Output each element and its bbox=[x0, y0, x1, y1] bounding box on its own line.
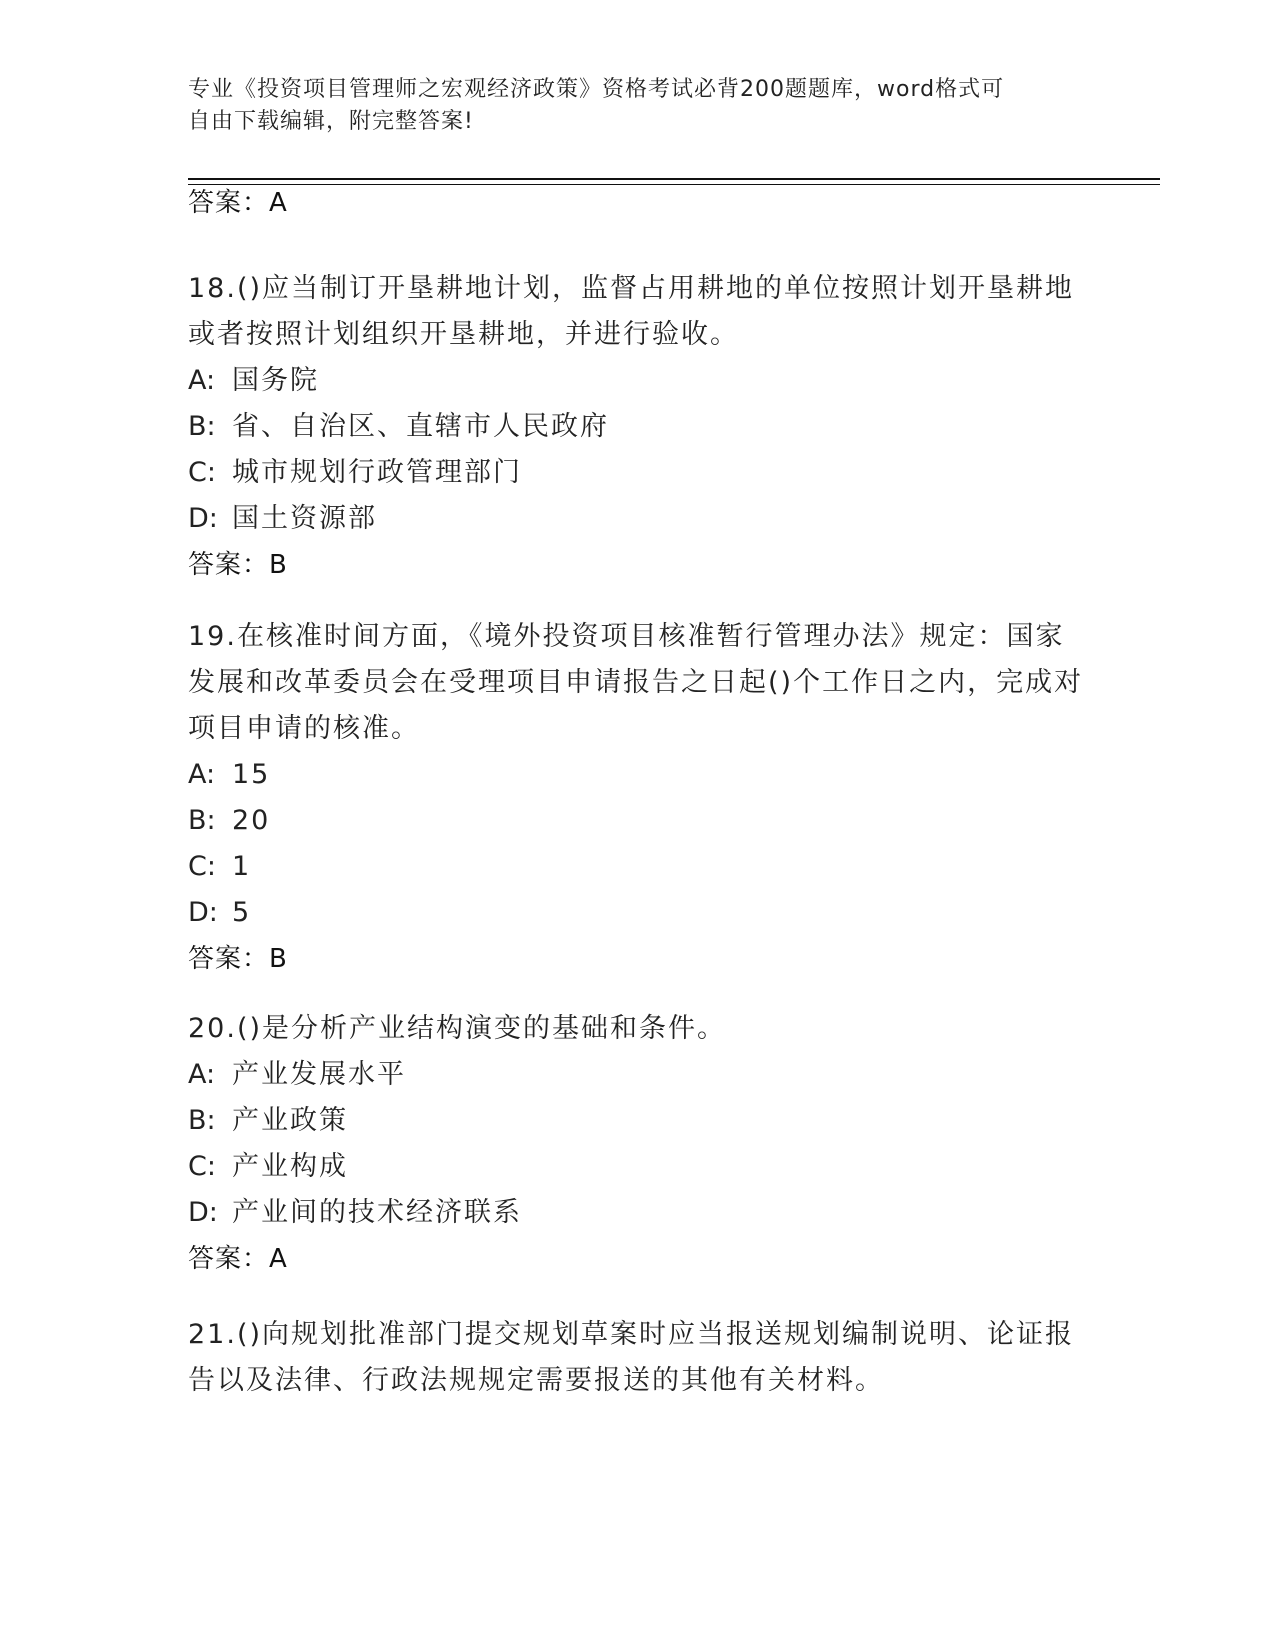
previous-answer: 答案：A bbox=[188, 188, 288, 218]
option-d: D: 国土资源部 bbox=[188, 503, 377, 534]
question-21 bbox=[188, 1312, 1088, 1404]
option-d: D: 产业间的技术经济联系 bbox=[188, 1197, 522, 1228]
option-b: B: 产业政策 bbox=[188, 1105, 348, 1136]
answer-line: 答案：A bbox=[188, 1244, 288, 1274]
question-text: 19.在核准时间方面，《境外投资项目核准暂行管理办法》规定：国家发展和改革委员会在受理项目申请报告之日起()个工作日之内，完成对项目申请的核准。 bbox=[188, 621, 1084, 744]
answer-line: 答案：B bbox=[188, 550, 288, 580]
option-c: C: 产业构成 bbox=[188, 1151, 348, 1182]
option-b: B: 20 bbox=[188, 805, 271, 836]
option-a: A: 国务院 bbox=[188, 365, 319, 396]
question-text: 21.()向规划批准部门提交规划草案时应当报送规划编制说明、论证报告以及法律、行政法规规定需要报送的其他有关材料。 bbox=[188, 1319, 1075, 1396]
question-text: 20.()是分析产业结构演变的基础和条件。 bbox=[188, 1013, 727, 1044]
question-19 bbox=[188, 614, 1088, 974]
option-d: D: 5 bbox=[188, 897, 252, 928]
option-a: A: 产业发展水平 bbox=[188, 1059, 406, 1090]
question-text: 18.()应当制订开垦耕地计划，监督占用耕地的单位按照计划开垦耕地或者按照计划组织开垦耕地，并进行验收。 bbox=[188, 273, 1075, 350]
question-20 bbox=[188, 1006, 1088, 1274]
option-c: C: 1 bbox=[188, 851, 252, 882]
header-divider-thick bbox=[188, 178, 1160, 180]
intro-line-1: 专业《投资项目管理师之宏观经济政策》资格考试必背200题题库，word格式可 bbox=[188, 77, 1005, 102]
header-divider-thin bbox=[188, 184, 1160, 185]
option-b: B: 省、自治区、直辖市人民政府 bbox=[188, 411, 609, 442]
answer-line: 答案：B bbox=[188, 944, 288, 974]
intro-line-2: 自由下载编辑，附完整答案! bbox=[188, 109, 474, 134]
question-18 bbox=[188, 266, 1088, 580]
option-c: C: 城市规划行政管理部门 bbox=[188, 457, 522, 488]
option-a: A: 15 bbox=[188, 759, 271, 790]
document-intro bbox=[188, 74, 1088, 138]
